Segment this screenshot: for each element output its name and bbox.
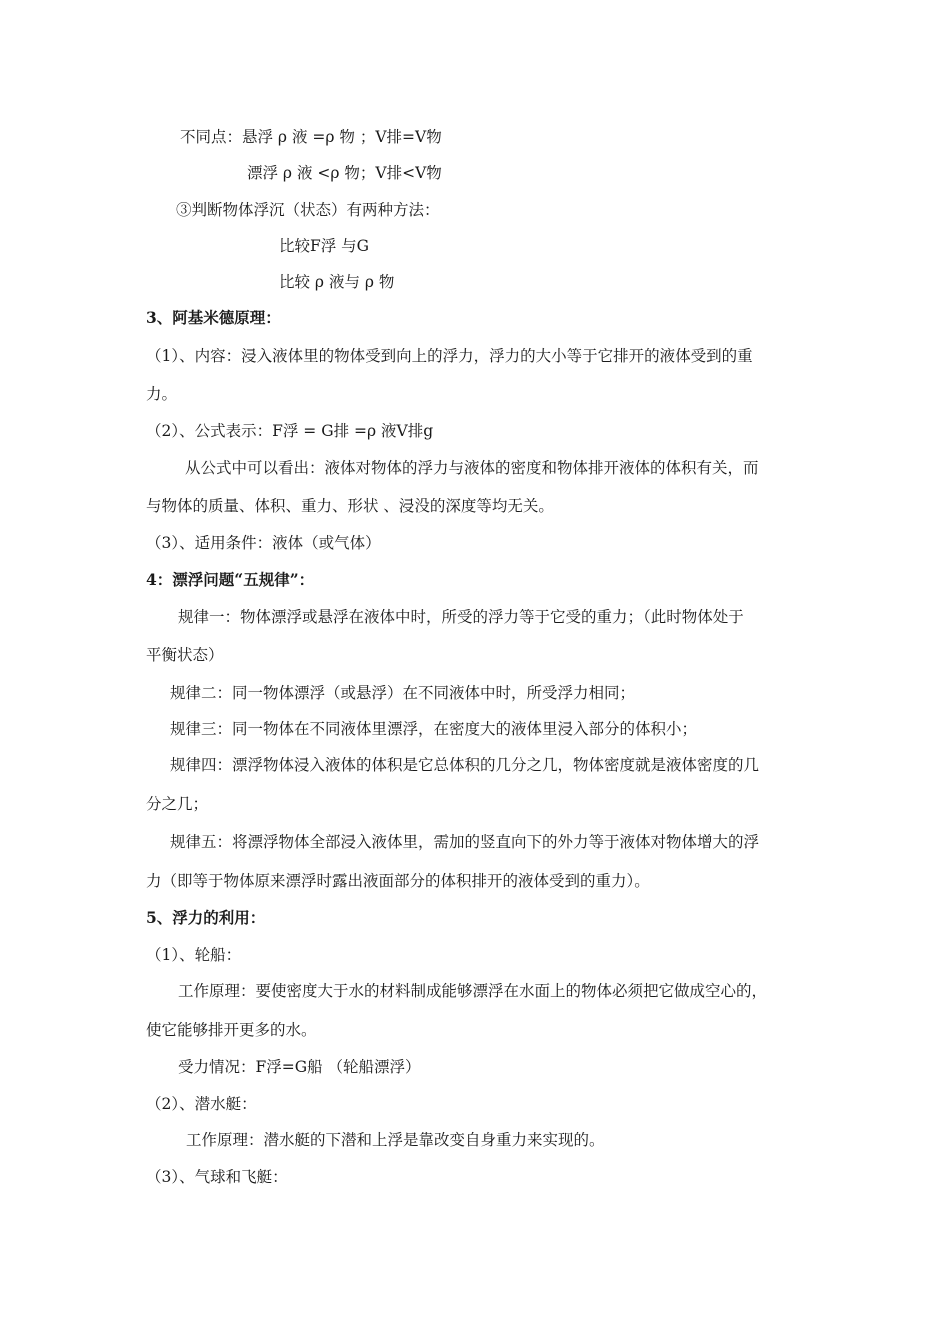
text-line: 受力情况：F浮=G船 （轮船漂浮） xyxy=(178,1058,421,1076)
text-line: 规律一：物体漂浮或悬浮在液体中时，所受的浮力等于它受的重力；（此时物体处于 xyxy=(178,608,744,626)
text-line: （3）、适用条件：液体（或气体） xyxy=(146,534,381,552)
text-line: 漂浮 ρ 液 <ρ 物；V排<V物 xyxy=(247,164,442,182)
text-line: 不同点：悬浮 ρ 液 =ρ 物 ；V排=V物 xyxy=(180,128,442,146)
section-heading: 5、浮力的利用： xyxy=(146,908,266,927)
text-line: 规律五：将漂浮物体全部浸入液体里，需加的竖直向下的外力等于液体对物体增大的浮 xyxy=(170,833,760,851)
text-line: （1）、内容：浸入液体里的物体受到向上的浮力，浮力的大小等于它排开的液体受到的重 xyxy=(146,347,753,365)
section-heading: 3、阿基米德原理： xyxy=(146,308,281,327)
text-line: 工作原理：潜水艇的下潜和上浮是靠改变自身重力来实现的。 xyxy=(186,1131,605,1149)
text-line: 平衡状态） xyxy=(146,646,224,664)
text-line: （2）、潜水艇： xyxy=(146,1095,257,1113)
text-line: 工作原理：要使密度大于水的材料制成能够漂浮在水面上的物体必须把它做成空心的， xyxy=(178,982,768,1000)
text-line: 与物体的质量、体积、重力、形状 、浸没的深度等均无关。 xyxy=(146,497,554,515)
text-line: 规律三：同一物体在不同液体里漂浮，在密度大的液体里浸入部分的体积小； xyxy=(170,720,698,738)
text-line: 规律二：同一物体漂浮（或悬浮）在不同液体中时，所受浮力相同； xyxy=(170,684,636,702)
text-line: 规律四：漂浮物体浸入液体的体积是它总体积的几分之几，物体密度就是液体密度的几 xyxy=(170,756,760,774)
text-line: ③判断物体浮沉（状态）有两种方法： xyxy=(176,201,440,219)
text-line: （1）、轮船： xyxy=(146,946,242,964)
text-line: （3）、气球和飞艇： xyxy=(146,1168,288,1186)
text-line: 比较 ρ 液与 ρ 物 xyxy=(279,273,395,291)
section-heading: 4：漂浮问题“五规律”： xyxy=(146,570,315,589)
text-line: （2）、公式表示：F浮 = G排 =ρ 液V排g xyxy=(146,422,434,440)
text-line: 力（即等于物体原来漂浮时露出液面部分的体积排开的液体受到的重力）。 xyxy=(146,872,650,890)
text-line: 从公式中可以看出：液体对物体的浮力与液体的密度和物体排开液体的体积有关，而 xyxy=(185,459,759,477)
text-line: 使它能够排开更多的水。 xyxy=(146,1021,317,1039)
text-line: 比较F浮 与G xyxy=(279,237,370,255)
text-line: 分之几； xyxy=(146,795,209,813)
text-line: 力。 xyxy=(146,385,178,403)
